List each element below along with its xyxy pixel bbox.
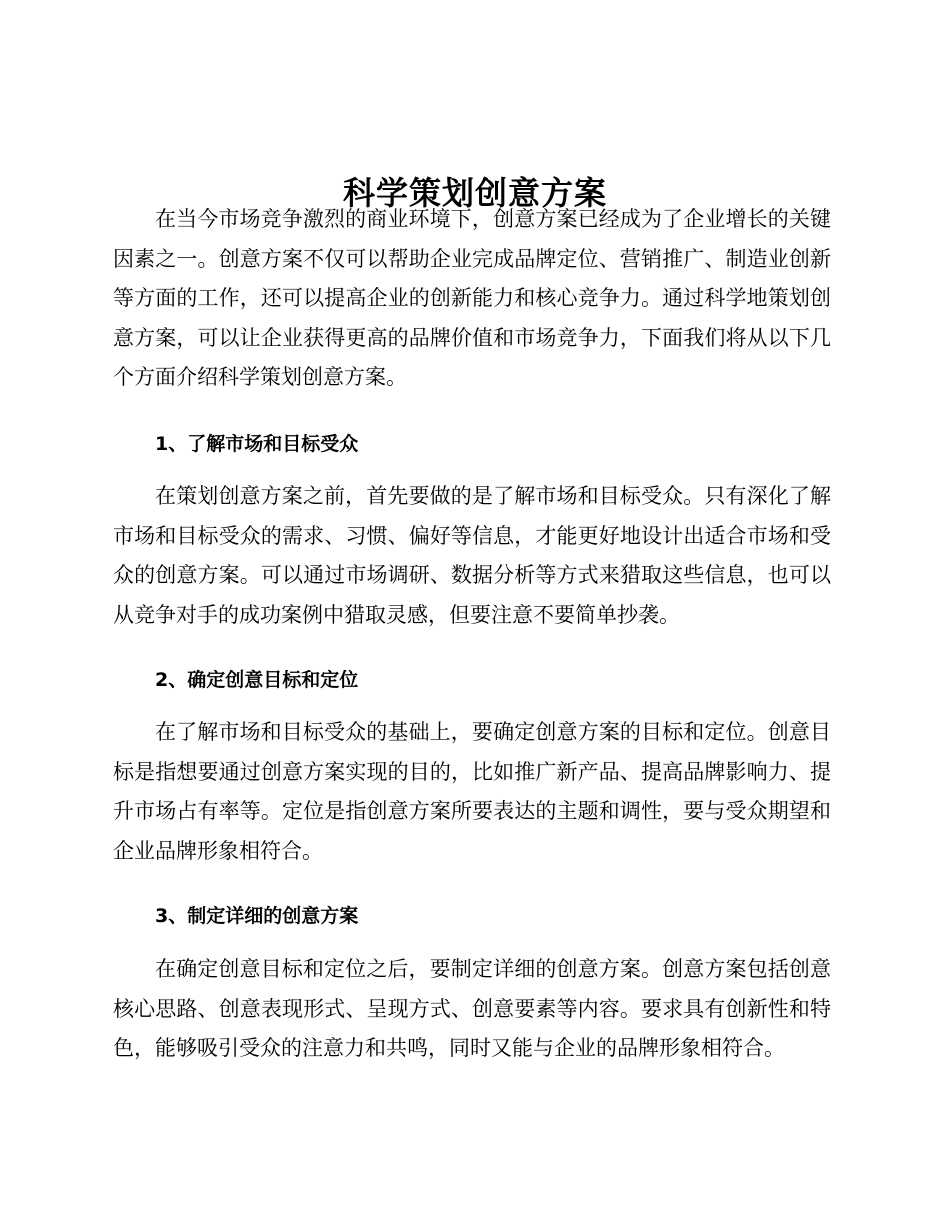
section-heading-3: 3、制定详细的创意方案 [155, 905, 359, 927]
intro-paragraph: 在当今市场竞争激烈的商业环境下，创意方案已经成为了企业增长的关键因素之一。创意方案不仅可以帮助企业完成品牌定位、营销推广、制造业创新等方面的工作，还可以提高企业的创新能力和核心竞争力。通过科学地策划创意方案，可以让企业获得更高的品牌价值和市场竞争力，下面我们将从以下几个方面介绍科学策划创意方案。 [113, 207, 831, 389]
section-heading-2: 2、确定创意目标和定位 [155, 669, 359, 691]
section-heading-1: 1、了解市场和目标受众 [155, 433, 359, 455]
section-body-3: 在确定创意目标和定位之后，要制定详细的创意方案。创意方案包括创意核心思路、创意表现形式、呈现方式、创意要素等内容。要求具有创新性和特色，能够吸引受众的注意力和共鸣，同时又能与企业的品牌形象相符合。 [113, 957, 831, 1060]
section-body-2: 在了解市场和目标受众的基础上，要确定创意方案的目标和定位。创意目标是指想要通过创意方案实现的目的，比如推广新产品、提高品牌影响力、提升市场占有率等。定位是指创意方案所要表达的主题和调性，要与受众期望和企业品牌形象相符合。 [113, 720, 831, 863]
section-body-1: 在策划创意方案之前，首先要做的是了解市场和目标受众。只有深化了解市场和目标受众的需求、习惯、偏好等信息，才能更好地设计出适合市场和受众的创意方案。可以通过市场调研、数据分析等方式来猎取这些信息，也可以从竞争对手的成功案例中猎取灵感，但要注意不要简单抄袭。 [113, 484, 831, 627]
document-title: 科学策划创意方案 [342, 174, 607, 213]
